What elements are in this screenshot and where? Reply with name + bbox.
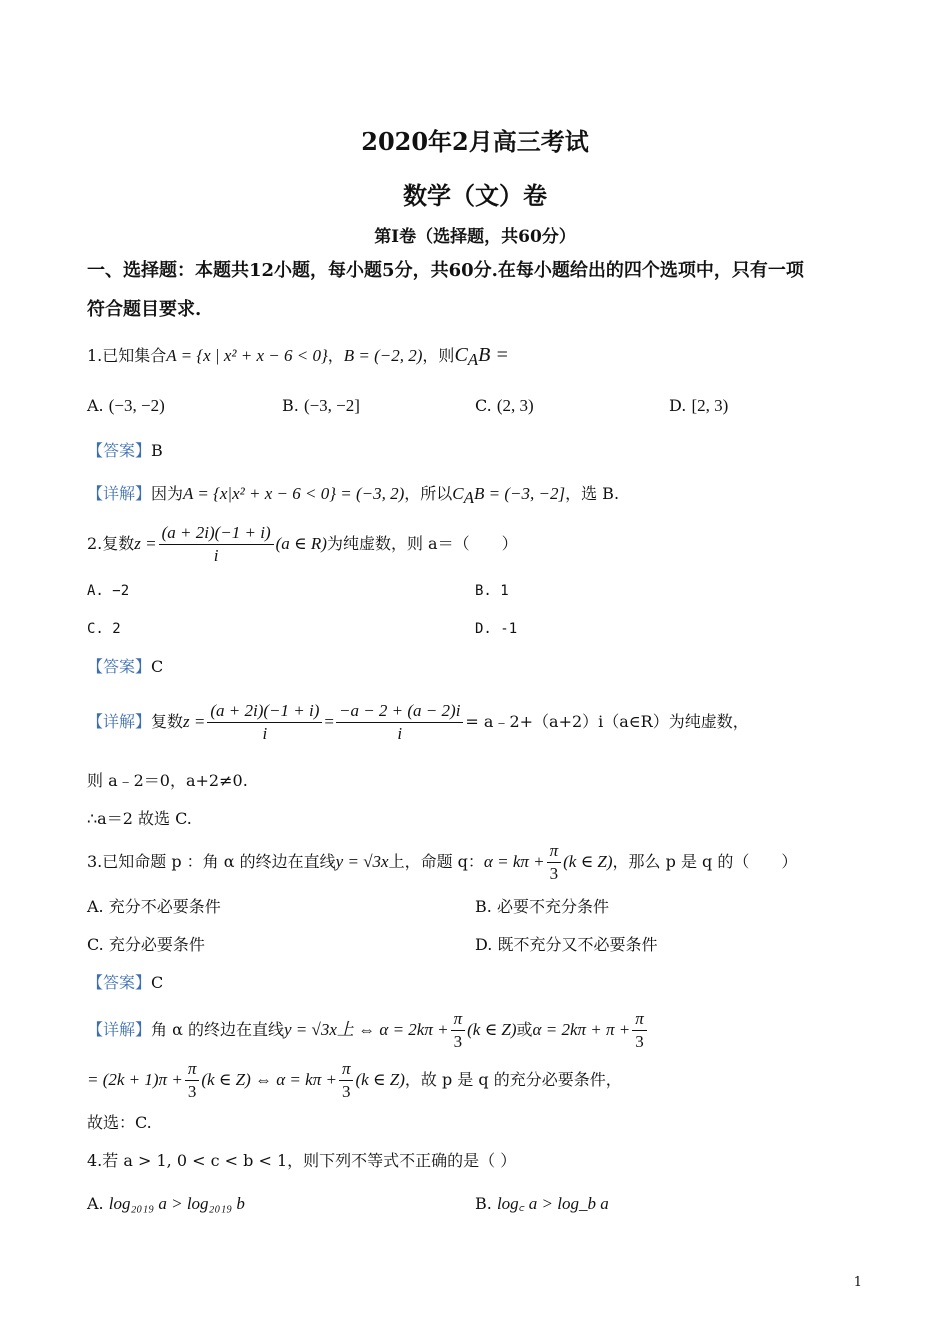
question-3-stem: 3.已知命题 p ：角 α 的终边在直线y = √3x上，命题 q：α = kπ + $\frac{\pi}{3}$ (k ∈ Z)，那么 p 是 q 的（ ）	[87, 841, 798, 883]
page-number: 1	[853, 1275, 862, 1290]
answer-tag: 【答案】	[87, 441, 152, 460]
q2-option-b: B. 1	[475, 583, 509, 599]
q2-option-c: C. 2	[87, 621, 121, 637]
q1-sep2: ，则	[422, 346, 455, 365]
exam-title: 2020年2月高三考试	[361, 127, 589, 156]
q4-option-b: B. log꜀ a > log_b a	[475, 1194, 609, 1213]
detail-tag: 【详解】	[87, 484, 152, 503]
q2-fraction: $\frac{(a + 2i)(-1 + i)}{i}$	[159, 522, 274, 567]
q1-option-d: D. [2, 3)	[669, 396, 729, 415]
q2-detail-line3: ∴a＝2 故选 C.	[87, 809, 192, 828]
q1-complement: C	[454, 344, 468, 366]
q3-answer: 【答案】C	[87, 973, 164, 992]
q2-option-d: D. -1	[475, 621, 518, 637]
question-2-stem: 2.复数z = $\frac{(a + 2i)(-1 + i)}{i}$ (a ∈ R)为纯虚数，则 a＝（ ）	[87, 523, 518, 565]
question-4-stem: 4.若 a > 1, 0 < c < b < 1，则下列不等式不正确的是（ ）	[87, 1151, 517, 1170]
exam-subtitle: 数学（文）卷	[403, 181, 547, 210]
q2-answer: 【答案】C	[87, 657, 164, 676]
q1-answer	[87, 440, 163, 462]
section-heading-line1: 一、选择题：本题共12小题，每小题5分，共60分.在每小题给出的四个选项中，只有一项	[87, 260, 804, 281]
q3-option-b: B. 必要不充分条件	[475, 897, 609, 916]
q1-prefix: 1.已知集合	[87, 346, 167, 365]
q3-option-a: A. 充分不必要条件	[87, 897, 221, 916]
q1-answer-value: B	[151, 441, 163, 460]
q3-option-c: C. 充分必要条件	[87, 935, 205, 954]
q3-option-d: D. 既不充分又不必要条件	[475, 935, 658, 954]
q2-detail-line2: 则 a﹣2＝0，a+2≠0.	[87, 771, 248, 790]
q1-option-a: A. (−3, −2)	[87, 396, 165, 415]
q2-option-a: A. −2	[87, 583, 130, 599]
q2-detail: 【详解】复数z = $\frac{(a + 2i)(-1 + i)}{i}$ = $\frac{-a - 2 + (a - 2)i}{i}$ = a﹣2+（a+2）i（a∈R）为纯虚数，	[87, 701, 749, 743]
q3-detail-line3: 故选：C.	[87, 1113, 152, 1132]
q1-detail: 【详解】因为A = {x|x² + x − 6 < 0} = (−3, 2)，所以$C_AB = (-3$, −2]，选 B.	[87, 484, 620, 508]
q3-detail: 【详解】角 α 的终边在直线y = √3x上 ⇔ α = 2kπ + $\frac{\pi}{3}$ (k ∈ Z)或α = 2kπ + π + $\frac{\pi}{3}$	[87, 1008, 649, 1053]
q3-detail-line2: = (2k + 1)π + $\frac{\pi}{3}$ (k ∈ Z) ⇔ α = kπ + $\frac{\pi}{3}$ (k ∈ Z)，故 p 是 q 的充分必要条件，	[87, 1059, 622, 1101]
q4-option-a: A. log₂₀₁₉ a > log₂₀₁₉ b	[87, 1194, 245, 1213]
q1-set-a: A = {x | x² + x − 6 < 0}	[166, 346, 328, 365]
part-heading: 第Ⅰ卷（选择题，共60分）	[374, 227, 576, 247]
q1-sep1: ，	[327, 346, 344, 365]
section-heading-line2: 符合题目要求.	[87, 299, 202, 320]
q1-set-b: B = (−2, 2)	[343, 346, 423, 365]
question-1-stem	[87, 344, 509, 371]
q1-complement-sub: A	[467, 350, 479, 370]
q1-option-c: C. (2, 3)	[475, 396, 534, 415]
q1-option-b: B. (−3, −2]	[282, 396, 360, 415]
q1-complement-tail: B =	[478, 344, 509, 366]
